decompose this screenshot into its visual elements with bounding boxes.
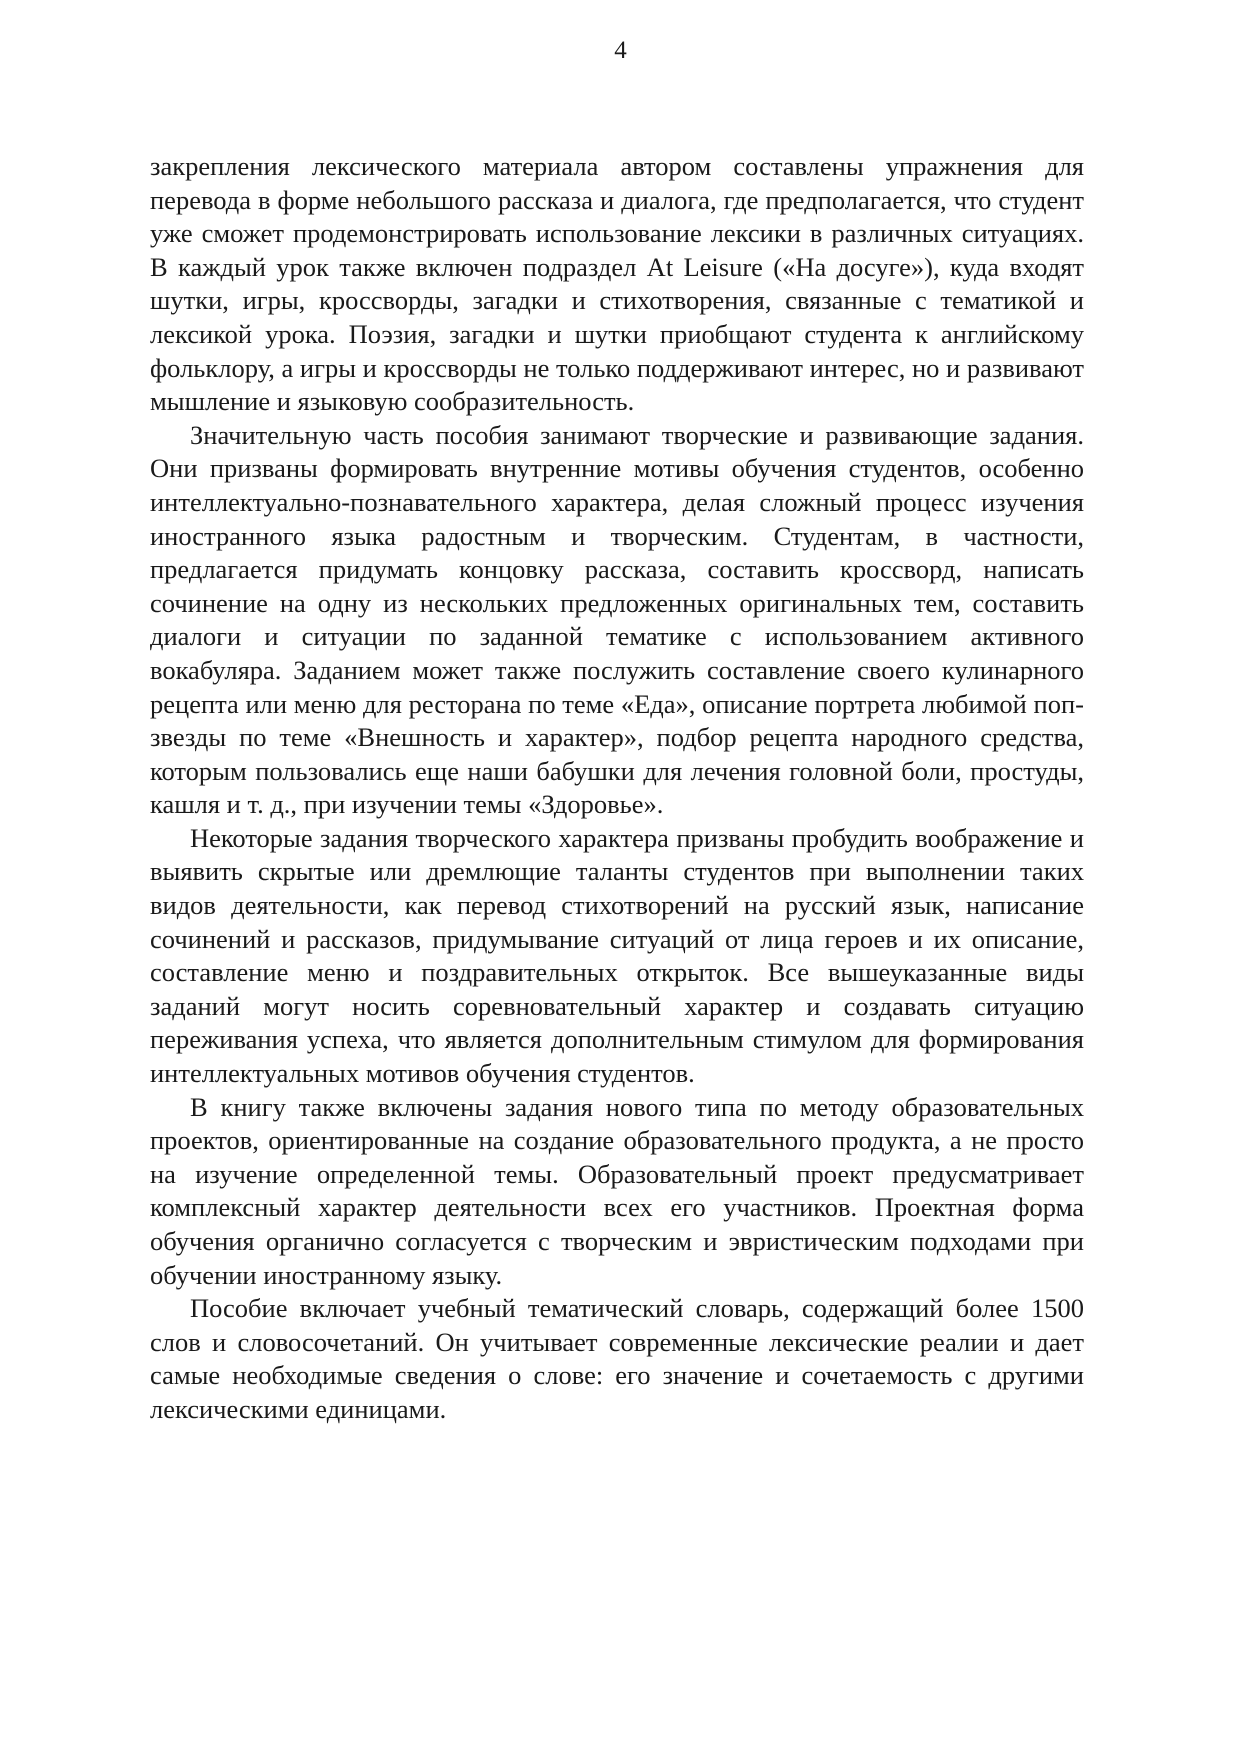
- paragraph-continuation: закрепления лексического материала автором составлены упражнения для перевода в форме небольшого рассказа и диалога, где предполагается, что студент уже сможет продемонстрировать использование лексики в различных ситуациях. В каждый урок также включен подраздел At Leisure («На досуге»), куда входят шутки, игры, кроссворды, загадки и стихотворения, связанные с тематикой и лексикой урока. Поэзия, загадки и шутки приобщают студента к английскому фольклору, а игры и кроссворды не только поддерживают интерес, но и развивают мышление и языковую сообразительность.: [150, 151, 1084, 417]
- document-body: [150, 150, 1084, 1427]
- paragraph-dictionary: Пособие включает учебный тематический словарь, содержащий более 1500 слов и словосочетаний. Он учитывает современные лексические реалии и дает самые необходимые сведения о слове: его значение и сочетаемость с другими лексическими единицами.: [150, 1293, 1084, 1424]
- paragraph-projects: В книгу также включены задания нового типа по методу образовательных проектов, ориентированные на создание образовательного продукта, а не просто на изучение определенной темы. Образовательный проект предусматривает комплексный характер деятельности всех его участников. Проектная форма обучения органично согласуется с творческим и эвристическим подходами при обучении иностранному языку.: [150, 1091, 1084, 1290]
- paragraph-creative-character: Некоторые задания творческого характера призваны пробудить воображение и выявить скрытые или дремлющие таланты студентов при выполнении таких видов деятельности, как перевод стихотворений на русский язык, написание сочинений и рассказов, придумывание ситуаций от лица героев и их описание, составление меню и поздравительных открыток. Все вышеуказанные виды заданий могут носить соревновательный характер и создавать ситуацию переживания успеха, что является дополнительным стимулом для формирования интеллектуальных мотивов обучения студентов.: [150, 822, 1084, 1089]
- page-number: 4: [614, 37, 627, 64]
- paragraph-creative-tasks: Значительную часть пособия занимают творческие и развивающие задания. Они призваны формировать внутренние мотивы обучения студентов, особенно интеллектуально-познавательного характера, делая сложный процесс изучения иностранного языка радостным и творческим. Студентам, в частности, предлагается придумать концовку рассказа, составить кроссворд, написать сочинение на одну из нескольких предложенных оригинальных тем, составить диалоги и ситуации по заданной тематике с использованием активного вокабуляра. Заданием может также послужить составление своего кулинарного рецепта или меню для ресторана по теме «Еда», описание портрета любимой поп-звезды по теме «Внешность и характер», подбор рецепта народного средства, которым пользовались еще наши бабушки для лечения головной боли, простуды, кашля и т. д., при изучении темы «Здоровье».: [150, 419, 1084, 820]
